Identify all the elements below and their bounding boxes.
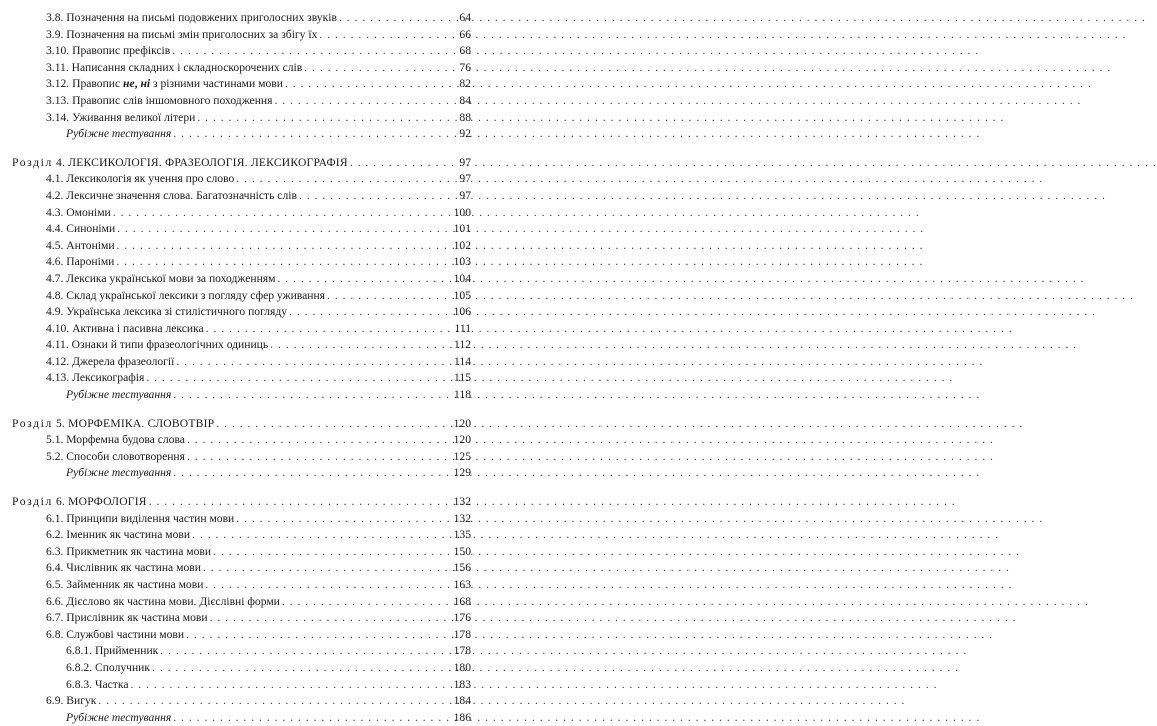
toc-entry-row[interactable] bbox=[12, 205, 471, 222]
page-number: 97 bbox=[459, 155, 471, 169]
toc-entry-title: 6.7. Прислівник як частина мови bbox=[46, 611, 208, 625]
page-number: 163 bbox=[453, 578, 471, 591]
dot-leader bbox=[299, 188, 445, 205]
dot-leader bbox=[197, 110, 445, 127]
dot-leader bbox=[187, 449, 445, 466]
section-word: Розділ bbox=[12, 495, 53, 509]
dot-leader bbox=[173, 387, 445, 404]
dot-leader bbox=[213, 544, 445, 561]
toc-entry-row[interactable] bbox=[12, 60, 471, 77]
toc-entry-title: 6.9. Вигук bbox=[46, 694, 97, 708]
toc-entry-title: 3.10. Правопис префіксів bbox=[46, 44, 171, 58]
dot-leader bbox=[152, 660, 445, 677]
section-title: 6. МОРФОЛОГІЯ bbox=[55, 495, 147, 509]
page-number: 106 bbox=[453, 305, 471, 319]
dot-leader bbox=[173, 465, 445, 482]
toc-entry-title: 4.7. Лексика української мови за походженням bbox=[46, 271, 276, 285]
toc-entry-row[interactable] bbox=[12, 171, 471, 188]
toc-test-row[interactable] bbox=[12, 465, 471, 482]
toc-entry-title: 3.9. Позначення на письмі змін приголосних за збігу їх bbox=[46, 27, 318, 41]
toc-entry-title: 6.5. Займенник як частина мови bbox=[46, 578, 204, 591]
toc-entry-title: 6.1. Принципи виділення частин мови bbox=[46, 511, 235, 525]
page-number: 178 bbox=[453, 627, 471, 641]
toc-entry-title: 4.13. Лексикографія bbox=[46, 371, 145, 385]
dot-leader bbox=[117, 238, 445, 255]
toc-entry-row[interactable] bbox=[12, 110, 471, 127]
toc-entry-title: 4.10. Активна і пасивна лексика bbox=[46, 321, 204, 335]
page-number: 183 bbox=[453, 677, 471, 691]
toc-section-row[interactable] bbox=[12, 155, 471, 172]
page-number: 115 bbox=[454, 371, 471, 385]
dot-leader bbox=[203, 560, 445, 577]
dot-leader bbox=[236, 511, 445, 528]
toc-entry-title: Рубіжне тестування bbox=[66, 388, 172, 402]
page-number: 105 bbox=[453, 288, 471, 302]
toc-entry-row[interactable] bbox=[12, 76, 471, 93]
page-number: 100 bbox=[453, 205, 471, 219]
table-of-contents bbox=[0, 0, 481, 724]
toc-entry-row[interactable] bbox=[12, 432, 471, 449]
toc-entry-title: 6.6. Дієслово як частина мови. Дієслівні форми bbox=[46, 594, 280, 608]
toc-entry-row[interactable] bbox=[12, 93, 471, 110]
toc-entry-row[interactable] bbox=[12, 627, 471, 644]
page-number: 120 bbox=[453, 433, 471, 447]
toc-entry-title: 3.14. Уживання великої літери bbox=[46, 110, 196, 124]
toc-entry-row[interactable] bbox=[12, 610, 471, 627]
toc-test-row[interactable] bbox=[12, 710, 471, 726]
page-number: 101 bbox=[453, 222, 471, 236]
page-number: 76 bbox=[459, 60, 471, 74]
page-number: 82 bbox=[459, 77, 471, 91]
section-word: Розділ bbox=[12, 155, 53, 169]
dot-leader bbox=[173, 710, 445, 726]
dot-leader bbox=[173, 126, 445, 143]
page-number: 104 bbox=[453, 271, 471, 285]
toc-test-row[interactable] bbox=[12, 126, 471, 143]
dot-leader bbox=[270, 337, 445, 354]
dot-leader bbox=[327, 288, 445, 305]
page-number: 125 bbox=[453, 449, 471, 463]
toc-entry-row[interactable] bbox=[12, 288, 471, 305]
dot-leader bbox=[130, 677, 445, 694]
section-title: 4. ЛЕКСИКОЛОГІЯ. ФРАЗЕОЛОГІЯ. ЛЕКСИКОГРАФІЯ bbox=[55, 155, 348, 169]
section-title: 5. МОРФЕМІКА. СЛОВОТВІР bbox=[55, 416, 215, 430]
page-number: 88 bbox=[459, 110, 471, 124]
toc-entry-row[interactable] bbox=[12, 27, 471, 44]
toc-entry-title bbox=[12, 494, 147, 511]
toc-entry-title: 4.6. Пароніми bbox=[46, 255, 115, 269]
toc-entry-row[interactable] bbox=[12, 43, 471, 60]
toc-section-row[interactable] bbox=[12, 416, 471, 433]
toc-entry-title: 6.8.2. Сполучник bbox=[66, 660, 151, 674]
dot-leader bbox=[160, 643, 445, 660]
section-word: Розділ bbox=[12, 416, 53, 430]
dot-leader bbox=[282, 594, 445, 611]
page-number: 132 bbox=[453, 511, 471, 525]
toc-entry-title: 6.8. Службові частини мови bbox=[46, 627, 185, 641]
toc-entry-title: 4.4. Синоніми bbox=[46, 222, 116, 236]
dot-leader bbox=[339, 10, 445, 27]
page-number: 114 bbox=[454, 354, 471, 368]
toc-entry-row[interactable] bbox=[12, 271, 471, 288]
dot-leader bbox=[149, 494, 445, 511]
toc-section-row[interactable] bbox=[12, 494, 471, 511]
page-number: 84 bbox=[459, 93, 471, 107]
toc-entry-row[interactable] bbox=[12, 594, 471, 611]
page-number: 68 bbox=[459, 44, 471, 58]
dot-leader bbox=[206, 321, 445, 338]
toc-entry-row[interactable] bbox=[12, 254, 471, 271]
page-number: 186 bbox=[453, 710, 471, 724]
dot-leader bbox=[274, 93, 445, 110]
page-number: 178 bbox=[453, 644, 471, 658]
dot-leader bbox=[187, 432, 445, 449]
toc-entry-title: 6.2. Іменник як частина мови bbox=[46, 528, 191, 542]
toc-entry-row[interactable] bbox=[12, 527, 471, 544]
toc-entry-row[interactable] bbox=[12, 10, 471, 27]
dot-leader bbox=[116, 254, 445, 271]
page-number: 129 bbox=[453, 466, 471, 480]
toc-entry-title: 3.8. Позначення на письмі подовжених приголосних звуків bbox=[46, 11, 337, 24]
page-number: 112 bbox=[454, 338, 471, 352]
toc-entry-row[interactable] bbox=[12, 221, 471, 238]
dot-leader bbox=[117, 221, 445, 238]
toc-entry-row[interactable] bbox=[12, 511, 471, 528]
toc-entry-title: 4.5. Антоніми bbox=[46, 238, 115, 252]
page-number: 120 bbox=[453, 416, 471, 430]
toc-entry-row[interactable] bbox=[12, 677, 471, 694]
dot-leader bbox=[304, 60, 445, 77]
toc-entry-title: 3.13. Правопис слів іншомовного походження bbox=[46, 93, 273, 107]
page-number: 103 bbox=[453, 255, 471, 269]
toc-entry-row[interactable] bbox=[12, 449, 471, 466]
toc-entry-title: 4.3. Омоніми bbox=[46, 205, 111, 219]
toc-entry-title: 3.12. Правопис не, ні з різними частинами мови bbox=[46, 77, 283, 91]
toc-test-row[interactable] bbox=[12, 387, 471, 404]
toc-entry-title: 4.2. Лексичне значення слова. Багатозначність слів bbox=[46, 188, 297, 202]
dot-leader bbox=[192, 527, 445, 544]
toc-entry-title: 4.1. Лексикологія як учення про слово bbox=[46, 172, 235, 186]
toc-entry-title: 6.4. Числівник як частина мови bbox=[46, 561, 201, 575]
dot-leader bbox=[216, 416, 445, 433]
toc-entry-row[interactable] bbox=[12, 577, 471, 594]
toc-entry-title: 4.9. Українська лексика зі стилістичного погляду bbox=[46, 305, 288, 319]
toc-entry-title: 4.8. Склад української лексики з погляду сфер уживання bbox=[46, 288, 326, 302]
page-number: 111 bbox=[454, 321, 471, 335]
page-number: 132 bbox=[453, 495, 471, 509]
toc-entry-row[interactable] bbox=[12, 321, 471, 338]
dot-leader bbox=[186, 627, 445, 644]
toc-entry-title bbox=[12, 155, 348, 172]
dot-leader bbox=[98, 693, 445, 710]
page-number: 97 bbox=[459, 188, 471, 202]
page-number: 176 bbox=[453, 611, 471, 625]
toc-entry-row[interactable] bbox=[12, 370, 471, 387]
toc-entry-title: Рубіжне тестування bbox=[66, 466, 172, 480]
dot-leader bbox=[350, 155, 445, 172]
toc-entry-row[interactable] bbox=[12, 337, 471, 354]
toc-entry-title: 3.11. Написання складних і складноскорочених слів bbox=[46, 60, 303, 74]
toc-entry-row[interactable] bbox=[12, 188, 471, 205]
toc-entry-title: Рубіжне тестування bbox=[66, 127, 172, 141]
toc-entry-row[interactable] bbox=[12, 643, 471, 660]
page-number: 184 bbox=[453, 694, 471, 708]
toc-entry-row[interactable] bbox=[12, 304, 471, 321]
toc-entry-title: 5.1. Морфемна будова слова bbox=[46, 433, 185, 447]
toc-entry-title: 5.2. Способи словотворення bbox=[46, 449, 185, 463]
page-number: 66 bbox=[459, 27, 471, 41]
dot-leader bbox=[319, 27, 445, 44]
dot-leader bbox=[277, 271, 445, 288]
page-number: 150 bbox=[453, 544, 471, 558]
toc-entry-row[interactable] bbox=[12, 693, 471, 710]
toc-entry-row[interactable] bbox=[12, 660, 471, 677]
dot-leader bbox=[172, 43, 445, 60]
dot-leader bbox=[210, 610, 445, 627]
page-number: 92 bbox=[459, 127, 471, 141]
toc-entry-row[interactable] bbox=[12, 544, 471, 561]
toc-entry-title: 4.12. Джерела фразеології bbox=[46, 354, 175, 368]
page-number: 102 bbox=[453, 238, 471, 252]
dot-leader bbox=[205, 577, 445, 594]
toc-entry-row[interactable] bbox=[12, 238, 471, 255]
dot-leader bbox=[285, 76, 445, 93]
page-number: 180 bbox=[453, 660, 471, 674]
dot-leader bbox=[146, 370, 445, 387]
toc-entry-title: 6.3. Прикметник як частина мови bbox=[46, 544, 212, 558]
page-number: 118 bbox=[454, 388, 471, 402]
dot-leader bbox=[113, 205, 445, 222]
toc-entry-title: 6.8.3. Частка bbox=[66, 677, 129, 691]
toc-entry-title: Рубіжне тестування bbox=[66, 710, 172, 724]
page-number: 156 bbox=[453, 561, 471, 575]
page-number: 97 bbox=[459, 172, 471, 186]
toc-entry-title: 4.11. Ознаки й типи фразеологічних одиниць bbox=[46, 338, 269, 352]
toc-entry-title bbox=[12, 416, 214, 433]
page-number: 135 bbox=[453, 528, 471, 542]
toc-entry-row[interactable] bbox=[12, 560, 471, 577]
toc-entry-row[interactable] bbox=[12, 354, 471, 371]
dot-leader bbox=[176, 354, 445, 371]
dot-leader bbox=[236, 171, 445, 188]
dot-leader bbox=[289, 304, 445, 321]
toc-entry-title: 6.8.1. Прийменник bbox=[66, 644, 159, 658]
page-number: 168 bbox=[453, 594, 471, 608]
page-number: 64 bbox=[459, 11, 471, 24]
